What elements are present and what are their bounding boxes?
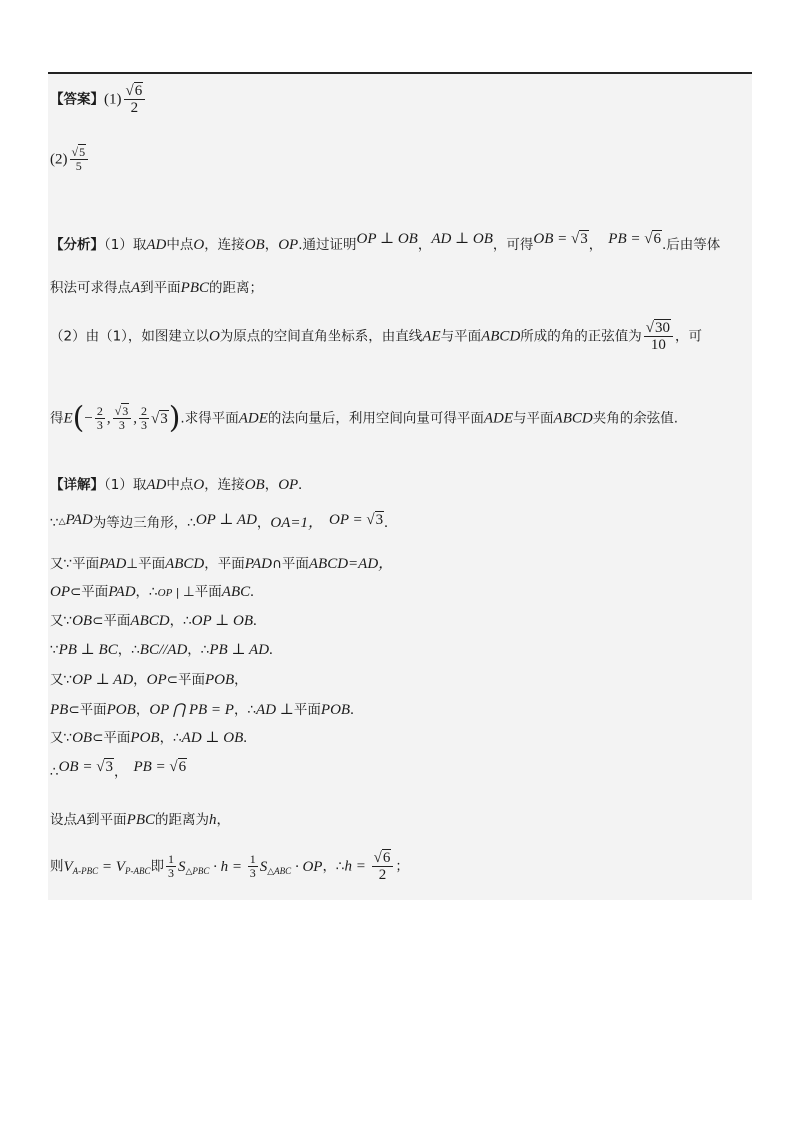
sine-fraction: $\frac{√30}{10}$ bbox=[644, 320, 673, 353]
detail-line-2: ∵△PAD为等边三角形，∴OP ⊥ AD，OA=1， OP = √3. bbox=[50, 512, 388, 531]
detail-line-10: ∴OB = √3， PB = √6 bbox=[50, 759, 187, 780]
detail-line-8: PB⊂平面POB，OP ⋂ PB = P，∴AD ⊥平面POB. bbox=[50, 702, 354, 718]
answer-2-fraction: $\frac{√5}{5}$ bbox=[70, 146, 89, 173]
detail-line-12: 则$V_{A-PBC} = V_{P-ABC}$即 $\frac{1}{3}$ $S_{\triangle PBC} \cdot h$ = $\frac{1}{3}$ $S_{\triangle ABC}$ · OP，∴h = $\frac{√6}{2}$ ； bbox=[50, 850, 409, 883]
detail-line-4: OP⊂平面PAD，∴OP | ⊥平面ABC. bbox=[50, 584, 254, 600]
analysis-line-1: 【分析】（1）取AD中点O，连接OB，OP.通过证明OP ⊥ OB，AD ⊥ OB，可得OB = √3， PB = √6.后由等体 bbox=[50, 231, 721, 253]
detail-line-7: 又∵OP ⊥ AD，OP⊂平面POB， bbox=[50, 672, 248, 688]
answer-line-2: (2) $\frac{√5}{5}$ bbox=[50, 146, 90, 173]
answer-1-fraction: $\frac{√6}{2}$ bbox=[124, 83, 146, 116]
detail-line-1: 【详解】（1）取AD中点O，连接OB，OP. bbox=[50, 477, 302, 493]
detail-line-6: ∵PB ⊥ BC，∴BC//AD，∴PB ⊥ AD. bbox=[50, 642, 273, 658]
detail-line-11: 设点A到平面PBC的距离为h， bbox=[50, 812, 231, 828]
analysis-line-2: 积法可求得点A到平面PBC的距离； bbox=[50, 280, 264, 296]
analysis-line-3: （2）由（1），如图建立以O为原点的空间直角坐标系，由直线AE与平面ABCD所成的角的正弦值为 $\frac{√30}{10}$ ，可 bbox=[50, 320, 703, 353]
detail-line-5: 又∵OB⊂平面ABCD，∴OP ⊥ OB. bbox=[50, 613, 257, 629]
detail-line-3: 又∵平面PAD⊥平面ABCD，平面PAD∩平面ABCD=AD， bbox=[50, 556, 394, 572]
analysis-line-4: 得E(− $\frac{2}{3}$ , $\frac{√3}{3}$ , $\frac{2}{3}$ √3).求得平面ADE的法向量后，利用空间向量可得平面ADE与平面ABCD夹角的余弦值. bbox=[50, 400, 679, 436]
detail-line-9: 又∵OB⊂平面POB，∴AD ⊥ OB. bbox=[50, 730, 248, 746]
answer-line-1: 【答案】(1) $\frac{√6}{2}$ bbox=[50, 83, 147, 116]
h-fraction: $\frac{√6}{2}$ bbox=[372, 850, 394, 883]
